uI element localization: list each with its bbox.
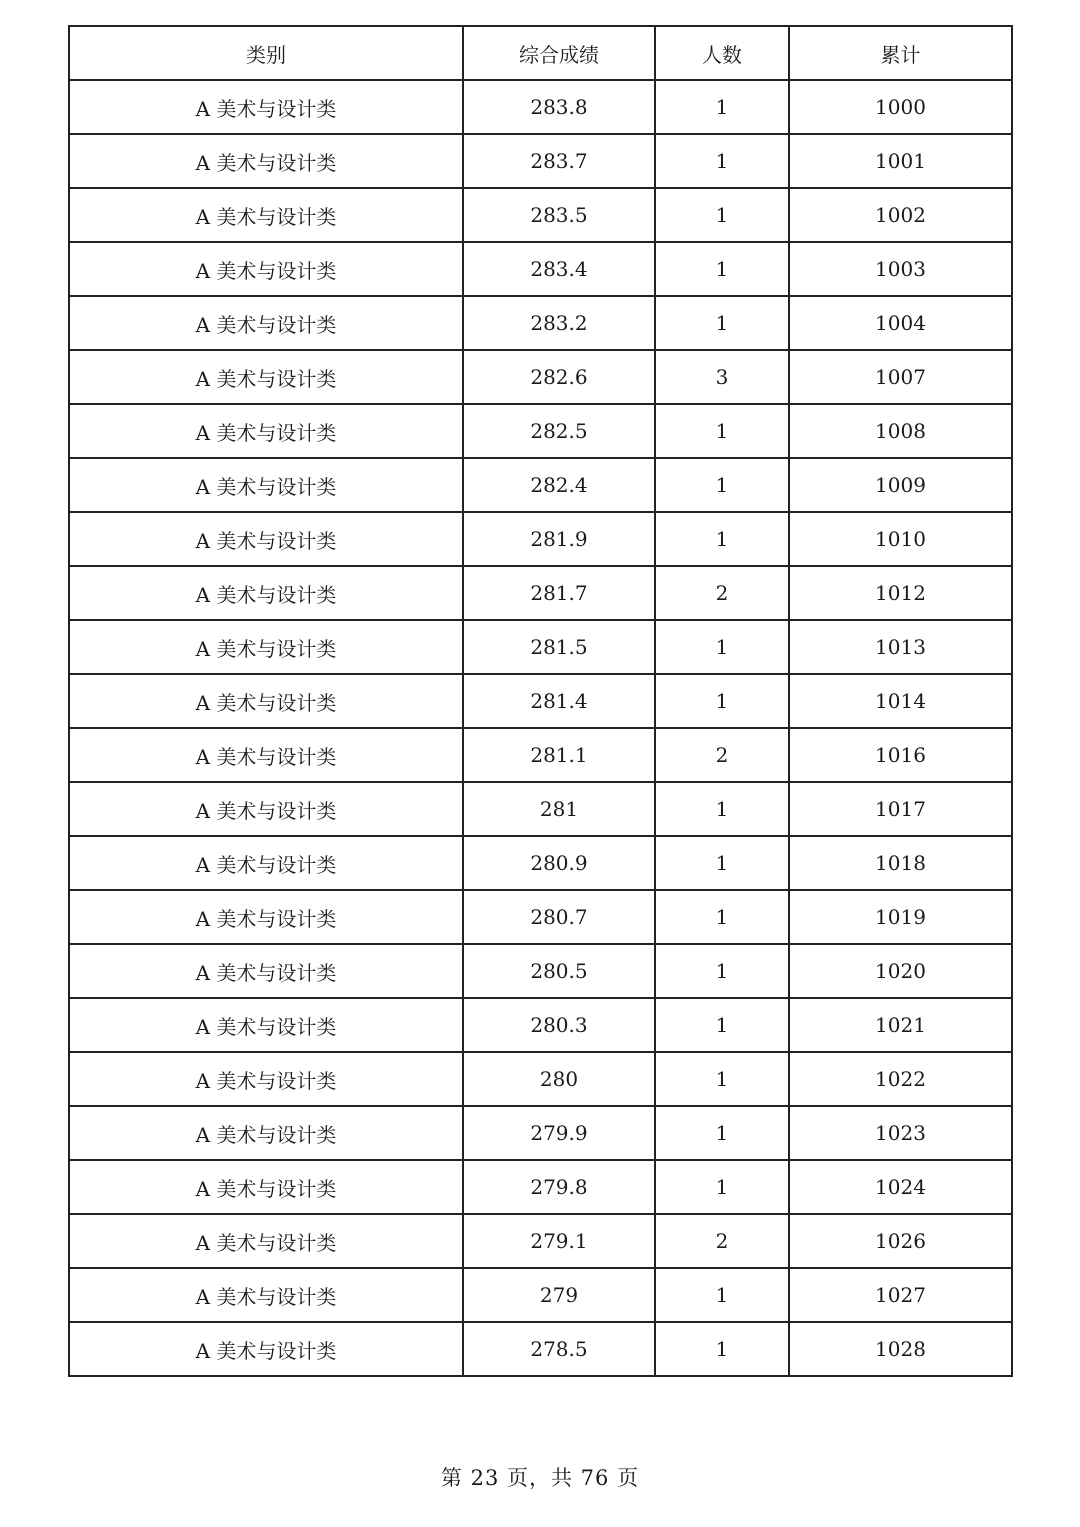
table-row	[69, 188, 1012, 242]
cell-score: 283.5	[463, 188, 655, 242]
cell-cumulative: 1016	[789, 728, 1012, 782]
cell-count: 2	[655, 566, 789, 620]
score-table	[68, 25, 1013, 1377]
cell-count: 1	[655, 674, 789, 728]
table-row	[69, 350, 1012, 404]
cell-score: 281.1	[463, 728, 655, 782]
table-row	[69, 1322, 1012, 1376]
cell-category: A 美术与设计类	[69, 458, 463, 512]
cell-score: 278.5	[463, 1322, 655, 1376]
table-row	[69, 566, 1012, 620]
cell-category: A 美术与设计类	[69, 188, 463, 242]
table-row	[69, 1268, 1012, 1322]
table-row	[69, 134, 1012, 188]
table-row	[69, 80, 1012, 134]
cell-cumulative: 1028	[789, 1322, 1012, 1376]
cell-cumulative: 1017	[789, 782, 1012, 836]
cell-count: 1	[655, 998, 789, 1052]
table-row	[69, 1052, 1012, 1106]
table-row	[69, 998, 1012, 1052]
cell-count: 1	[655, 1322, 789, 1376]
cell-score: 281.7	[463, 566, 655, 620]
table-header-row	[69, 26, 1012, 80]
cell-count: 1	[655, 1160, 789, 1214]
cell-category: A 美术与设计类	[69, 80, 463, 134]
cell-category: A 美术与设计类	[69, 944, 463, 998]
cell-score: 280.3	[463, 998, 655, 1052]
cell-count: 1	[655, 188, 789, 242]
table-row	[69, 1160, 1012, 1214]
header-cumulative: 累计	[789, 26, 1012, 80]
table-row	[69, 458, 1012, 512]
cell-category: A 美术与设计类	[69, 1052, 463, 1106]
cell-count: 1	[655, 80, 789, 134]
cell-count: 1	[655, 134, 789, 188]
table-row	[69, 944, 1012, 998]
cell-count: 1	[655, 836, 789, 890]
table-row	[69, 242, 1012, 296]
cell-score: 279	[463, 1268, 655, 1322]
cell-score: 281	[463, 782, 655, 836]
cell-category: A 美术与设计类	[69, 350, 463, 404]
cell-cumulative: 1001	[789, 134, 1012, 188]
table-row	[69, 620, 1012, 674]
header-score: 综合成绩	[463, 26, 655, 80]
cell-score: 283.4	[463, 242, 655, 296]
cell-cumulative: 1020	[789, 944, 1012, 998]
cell-category: A 美术与设计类	[69, 890, 463, 944]
table-row	[69, 1106, 1012, 1160]
cell-cumulative: 1024	[789, 1160, 1012, 1214]
cell-cumulative: 1026	[789, 1214, 1012, 1268]
cell-score: 280.5	[463, 944, 655, 998]
table-row	[69, 296, 1012, 350]
cell-category: A 美术与设计类	[69, 782, 463, 836]
cell-category: A 美术与设计类	[69, 242, 463, 296]
cell-score: 282.6	[463, 350, 655, 404]
cell-count: 1	[655, 782, 789, 836]
cell-category: A 美术与设计类	[69, 674, 463, 728]
cell-score: 280.7	[463, 890, 655, 944]
cell-score: 283.7	[463, 134, 655, 188]
cell-score: 283.2	[463, 296, 655, 350]
cell-category: A 美术与设计类	[69, 1268, 463, 1322]
cell-score: 280.9	[463, 836, 655, 890]
table-row	[69, 890, 1012, 944]
table-row	[69, 836, 1012, 890]
cell-count: 1	[655, 296, 789, 350]
cell-category: A 美术与设计类	[69, 1106, 463, 1160]
cell-cumulative: 1000	[789, 80, 1012, 134]
page-number: 第 23 页，共 76 页	[440, 1466, 640, 1490]
cell-count: 1	[655, 458, 789, 512]
table-row	[69, 404, 1012, 458]
cell-cumulative: 1018	[789, 836, 1012, 890]
cell-count: 1	[655, 404, 789, 458]
cell-cumulative: 1007	[789, 350, 1012, 404]
cell-count: 1	[655, 944, 789, 998]
table-row	[69, 782, 1012, 836]
table-row	[69, 728, 1012, 782]
cell-cumulative: 1010	[789, 512, 1012, 566]
cell-category: A 美术与设计类	[69, 620, 463, 674]
cell-count: 1	[655, 890, 789, 944]
table-row	[69, 674, 1012, 728]
cell-cumulative: 1023	[789, 1106, 1012, 1160]
cell-count: 1	[655, 620, 789, 674]
cell-count: 1	[655, 1268, 789, 1322]
table-body	[69, 80, 1012, 1376]
cell-score: 281.5	[463, 620, 655, 674]
cell-cumulative: 1021	[789, 998, 1012, 1052]
cell-category: A 美术与设计类	[69, 1322, 463, 1376]
cell-cumulative: 1008	[789, 404, 1012, 458]
cell-score: 280	[463, 1052, 655, 1106]
cell-category: A 美术与设计类	[69, 836, 463, 890]
cell-score: 279.9	[463, 1106, 655, 1160]
cell-category: A 美术与设计类	[69, 728, 463, 782]
cell-cumulative: 1009	[789, 458, 1012, 512]
cell-count: 2	[655, 728, 789, 782]
cell-count: 1	[655, 512, 789, 566]
cell-score: 281.4	[463, 674, 655, 728]
table-row	[69, 1214, 1012, 1268]
cell-cumulative: 1003	[789, 242, 1012, 296]
cell-category: A 美术与设计类	[69, 134, 463, 188]
cell-score: 279.8	[463, 1160, 655, 1214]
cell-cumulative: 1022	[789, 1052, 1012, 1106]
cell-cumulative: 1014	[789, 674, 1012, 728]
cell-cumulative: 1002	[789, 188, 1012, 242]
header-count: 人数	[655, 26, 789, 80]
cell-count: 1	[655, 242, 789, 296]
cell-cumulative: 1004	[789, 296, 1012, 350]
cell-category: A 美术与设计类	[69, 404, 463, 458]
table-row	[69, 512, 1012, 566]
cell-score: 281.9	[463, 512, 655, 566]
cell-cumulative: 1012	[789, 566, 1012, 620]
cell-count: 2	[655, 1214, 789, 1268]
cell-cumulative: 1027	[789, 1268, 1012, 1322]
cell-score: 282.5	[463, 404, 655, 458]
cell-category: A 美术与设计类	[69, 512, 463, 566]
cell-category: A 美术与设计类	[69, 566, 463, 620]
cell-count: 3	[655, 350, 789, 404]
cell-cumulative: 1019	[789, 890, 1012, 944]
cell-count: 1	[655, 1052, 789, 1106]
cell-cumulative: 1013	[789, 620, 1012, 674]
cell-count: 1	[655, 1106, 789, 1160]
cell-category: A 美术与设计类	[69, 296, 463, 350]
header-category: 类别	[69, 26, 463, 80]
cell-score: 279.1	[463, 1214, 655, 1268]
cell-score: 282.4	[463, 458, 655, 512]
cell-category: A 美术与设计类	[69, 1160, 463, 1214]
cell-category: A 美术与设计类	[69, 998, 463, 1052]
cell-category: A 美术与设计类	[69, 1214, 463, 1268]
cell-score: 283.8	[463, 80, 655, 134]
